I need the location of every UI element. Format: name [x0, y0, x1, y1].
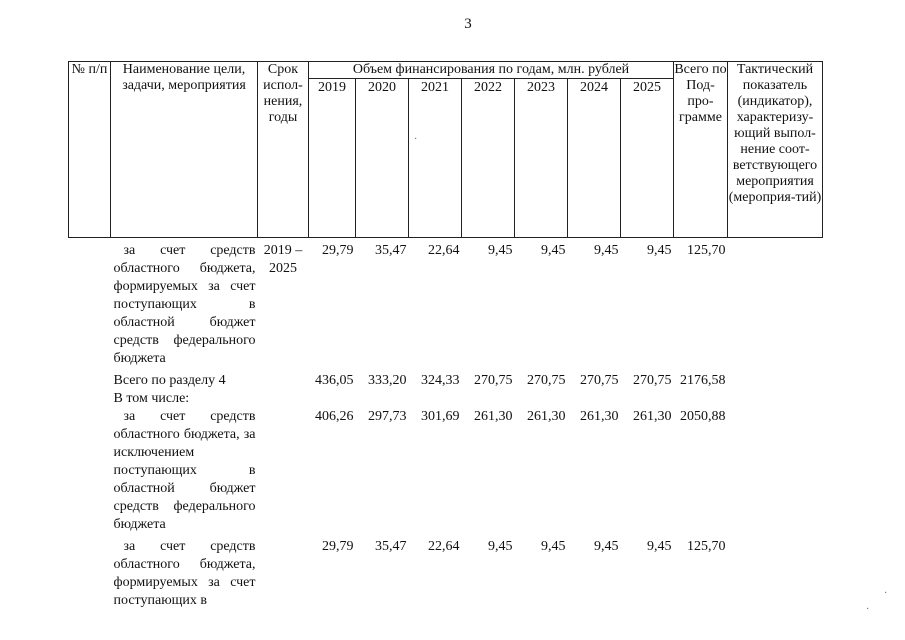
row-value: 29,79: [322, 539, 354, 554]
scan-speck: ·: [414, 134, 418, 145]
header-col-total: Всего по Под-про-грамме: [674, 62, 728, 238]
header-year: 2022: [462, 79, 515, 238]
header-year: 2025: [621, 79, 674, 238]
table-row: [69, 390, 823, 408]
row-value: 270,75: [527, 373, 566, 388]
header-col-funding: Объем финансирования по годам, млн. рублей: [309, 62, 674, 79]
row-value: 9,45: [594, 243, 619, 258]
row-name: за счет средств областного бюджета, за исключением поступающих в областной бюджет средств федерального бюджета: [113, 409, 256, 532]
row-value: 270,75: [580, 373, 619, 388]
row-value: 333,20: [368, 373, 407, 388]
table-row: [69, 242, 823, 368]
scan-speck: ·: [866, 604, 870, 615]
row-total: 125,70: [687, 539, 726, 554]
header-col-indicator: Тактический показатель (индикатор), характеризу-ющий выпол-нение соот-ветствующего мероприятия (мероприя-тий): [728, 62, 823, 238]
row-value: 29,79: [322, 243, 354, 258]
row-value: 324,33: [421, 373, 460, 388]
page-number: 3: [464, 16, 472, 32]
row-value: 270,75: [474, 373, 513, 388]
row-value: 301,69: [421, 409, 460, 424]
row-term: 2019 – 2025: [263, 243, 303, 276]
row-value: 9,45: [647, 243, 672, 258]
header-year: 2024: [568, 79, 621, 238]
table-body: [69, 238, 823, 611]
row-total: 2050,88: [680, 409, 726, 424]
row-value: 406,26: [315, 409, 354, 424]
row-value: 261,30: [580, 409, 619, 424]
table-header: [69, 62, 823, 238]
row-value: 9,45: [488, 539, 513, 554]
row-value: 436,05: [315, 373, 354, 388]
row-term: [258, 408, 309, 534]
header-year: 2021: [409, 79, 462, 238]
row-value: 9,45: [541, 539, 566, 554]
header-col-no: № п/п: [69, 62, 111, 238]
row-name: В том числе:: [113, 391, 190, 406]
row-value: 35,47: [375, 243, 407, 258]
row-value: 261,30: [527, 409, 566, 424]
table-row: [69, 372, 823, 390]
header-year: 2020: [356, 79, 409, 238]
header-year: 2023: [515, 79, 568, 238]
row-value: 261,30: [474, 409, 513, 424]
row-total: 125,70: [687, 243, 726, 258]
row-name: Всего по разделу 4: [113, 373, 226, 388]
row-value: 9,45: [647, 539, 672, 554]
row-term: [258, 538, 309, 610]
header-col-term: Срок испол-нения, годы: [258, 62, 309, 238]
table-row: [69, 538, 823, 610]
row-value: 297,73: [368, 409, 407, 424]
row-total: 2176,58: [680, 373, 726, 388]
row-value: 270,75: [633, 373, 672, 388]
row-value: 9,45: [541, 243, 566, 258]
funding-table: [68, 61, 823, 610]
row-value: 261,30: [633, 409, 672, 424]
row-name: за счет средств областного бюджета, формируемых за счет поступающих в: [113, 539, 256, 608]
row-name: за счет средств областного бюджета, формируемых за счет поступающих в областной бюджет средств федерального бюджета: [113, 243, 256, 366]
table-row: [69, 408, 823, 534]
row-value: 9,45: [488, 243, 513, 258]
row-value: 22,64: [428, 539, 460, 554]
row-value: 9,45: [594, 539, 619, 554]
scan-speck: ·: [884, 588, 888, 599]
row-term: [258, 372, 309, 390]
header-year: 2019: [309, 79, 356, 238]
row-value: 35,47: [375, 539, 407, 554]
header-col-name: Наименование цели, задачи, мероприятия: [111, 62, 258, 238]
row-value: 22,64: [428, 243, 460, 258]
